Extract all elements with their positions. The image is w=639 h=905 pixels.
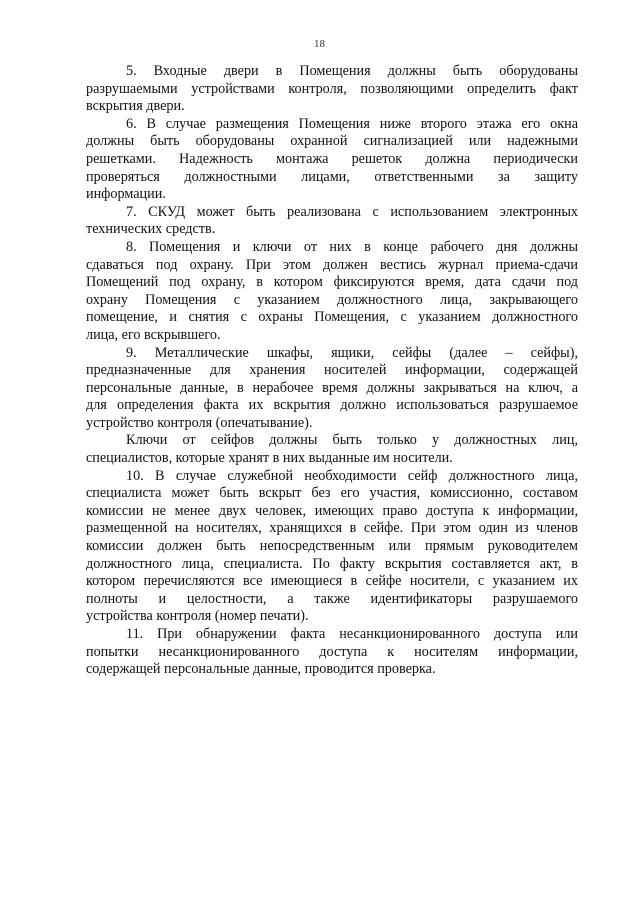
text-line: 7. СКУД может быть реализована с использованием электронных: [126, 203, 578, 220]
paragraph: [86, 239, 578, 345]
text-line: попытки несанкционированного доступа к носителям информации,: [86, 643, 578, 660]
text-line: содержащей персональные данные, проводится проверка.: [86, 661, 436, 678]
text-line: предназначенные для хранения носителей информации, содержащей: [86, 362, 578, 379]
paragraph: [86, 468, 578, 626]
text-line: Ключи от сейфов должны быть только у должностных лиц,: [126, 432, 578, 449]
page-number: 18: [314, 38, 325, 50]
text-line: технических средств.: [86, 221, 216, 238]
text-line: вскрытия двери.: [86, 98, 185, 115]
text-line: разрушаемыми устройствами контроля, позволяющими определить факт: [86, 80, 578, 97]
text-line: персональные данные, в нерабочее время должны закрываться на ключ, а: [86, 379, 578, 396]
text-line: для определения факта их вскрытия должно использоваться разрушаемое: [86, 397, 578, 414]
text-line: 11. При обнаружении факта несанкционированного доступа или: [126, 626, 578, 642]
paragraph: [86, 116, 578, 204]
text-line: 9. Металлические шкафы, ящики, сейфы (далее – сейфы),: [126, 344, 578, 361]
text-line: 6. В случае размещения Помещения ниже второго этажа его окна: [126, 115, 578, 132]
text-line: комиссии не менее двух человек, имеющих право доступа к информации,: [86, 502, 578, 519]
text-line: котором перечисляются все имеющиеся в сейфе носители, с указанием их: [86, 573, 578, 590]
text-line: сдаваться под охрану. При этом должен вестись журнал приема-сдачи: [86, 256, 578, 273]
text-line: лица, его вскрывшего.: [86, 326, 221, 343]
document-body: [86, 63, 578, 679]
text-line: 5. Входные двери в Помещения должны быть оборудованы: [126, 63, 578, 79]
text-line: должны быть оборудованы охранной сигнализацией или надежными: [86, 133, 578, 150]
text-line: охрану Помещения с указанием должностного лица, закрывающего: [86, 291, 578, 308]
text-line: 8. Помещения и ключи от них в конце рабочего дня должны: [126, 238, 578, 255]
paragraph: [86, 345, 578, 433]
paragraph: [86, 204, 578, 239]
text-line: специалиста может быть вскрыт без его участия, комиссионно, составом: [86, 485, 578, 502]
text-line: комиссии должен быть непосредственным или прямым руководителем: [86, 538, 578, 555]
text-line: 10. В случае служебной необходимости сейф должностного лица,: [126, 467, 578, 484]
text-line: должностного лица, специалиста. По факту вскрытия составляется акт, в: [86, 555, 578, 572]
text-line: Помещений под охрану, в котором фиксируются время, дата сдачи под: [86, 274, 578, 291]
text-line: устройство контроля (опечатывание).: [86, 414, 313, 431]
text-line: проверяться должностными лицами, ответственными за защиту: [86, 168, 578, 185]
text-line: решетками. Надежность монтажа решеток должна периодически: [86, 150, 578, 167]
text-line: размещенной на носителях, хранящихся в сейфе. При этом один из членов: [86, 520, 578, 537]
text-line: полноты и целостности, а также идентификаторы разрушаемого: [86, 590, 578, 607]
paragraph: [86, 626, 578, 679]
text-line: информации.: [86, 186, 166, 203]
text-line: устройства контроля (номер печати).: [86, 608, 309, 625]
paragraph: [86, 63, 578, 116]
text-line: специалистов, которые хранят в них выданные им носители.: [86, 450, 453, 467]
text-line: помещение, и снятия с охраны Помещения, с указанием должностного: [86, 309, 578, 326]
paragraph: [86, 432, 578, 467]
